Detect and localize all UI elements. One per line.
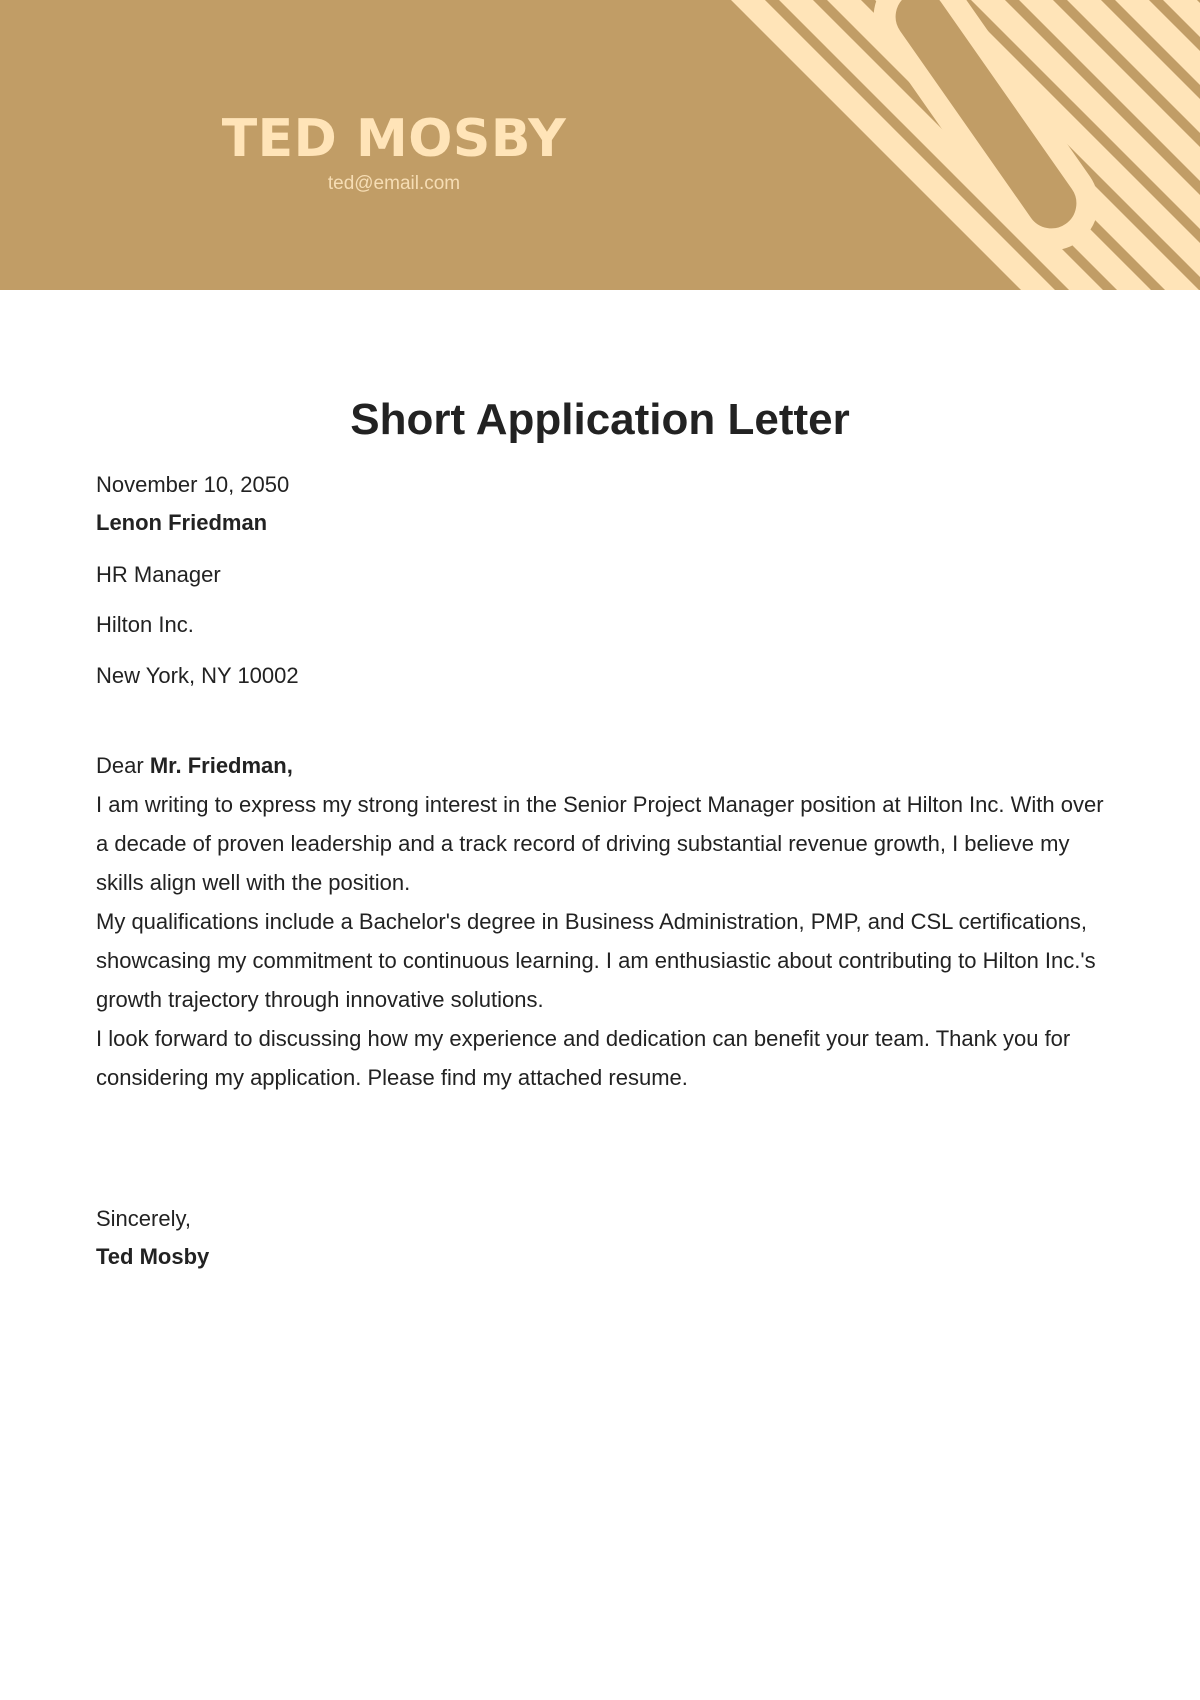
signature-name: Ted Mosby [96, 1244, 210, 1269]
body-paragraph-2: My qualifications include a Bachelor's degree in Business Administration, PMP, and CSL certifications, showcasing my commitment to continuous learning. I am enthusiastic about contributing to Hilton Inc.'s growth trajectory through innovative solutions. [96, 909, 1096, 1012]
recipient-company: Hilton Inc. [96, 612, 194, 637]
applicant-name: TED MOSBY [221, 109, 567, 169]
recipient-address: New York, NY 10002 [96, 663, 299, 688]
salutation-prefix: Dear [96, 753, 144, 778]
letter-body [96, 785, 1106, 1097]
recipient-name: Lenon Friedman [96, 510, 268, 535]
closing: Sincerely, [96, 1206, 191, 1231]
letter-title: Short Application Letter [350, 395, 850, 444]
body-paragraph-1: I am writing to express my strong interest in the Senior Project Manager position at Hilton Inc. With over a decade of proven leadership and a track record of driving substantial revenue growth, I believe my skills align well with the position. [96, 792, 1104, 895]
header-banner [0, 0, 1200, 290]
applicant-email: ted@email.com [327, 173, 461, 194]
recipient-role: HR Manager [96, 562, 221, 587]
letter-date: November 10, 2050 [96, 472, 290, 497]
salutation [96, 747, 1096, 785]
body-paragraph-3: I look forward to discussing how my experience and dedication can benefit your team. Thank you for considering my application. Please find my attached resume. [96, 1026, 1071, 1090]
salutation-name: Mr. Friedman, [149, 753, 293, 778]
